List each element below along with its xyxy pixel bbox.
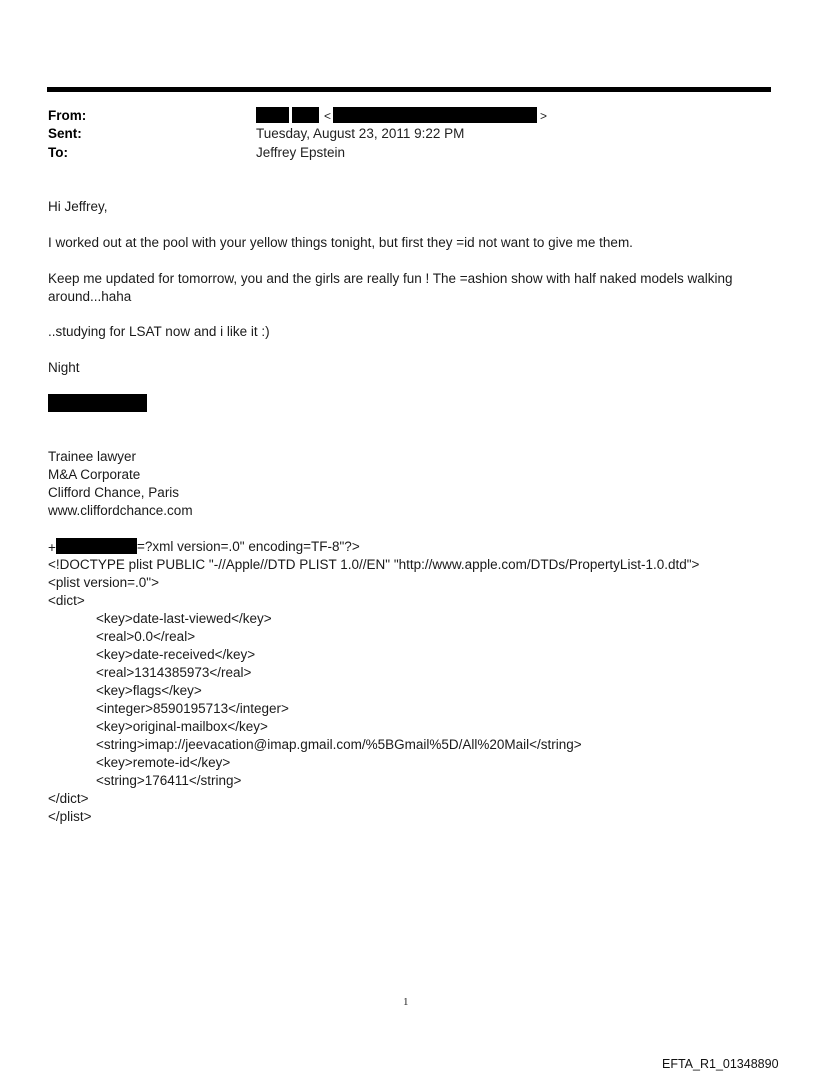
plist-entry: <real>1314385973</real> — [96, 665, 252, 680]
plist-close-tag: </plist> — [48, 809, 92, 824]
body-paragraph-2-line-2: around...haha — [48, 289, 132, 304]
signature-website: www.cliffordchance.com — [48, 503, 193, 518]
header-rule — [47, 87, 771, 92]
body-paragraph-2-line-1: Keep me updated for tomorrow, you and the girls are really fun ! The =ashion show with half naked models walking — [48, 271, 733, 286]
redacted-sender-last-name — [292, 107, 319, 123]
plist-entry: <key>date-received</key> — [96, 647, 256, 662]
plist-dict-open: <dict> — [48, 593, 85, 608]
from-label: From: — [48, 108, 87, 123]
plist-entry: <key>remote-id</key> — [96, 755, 231, 770]
from-angle-open: < — [324, 109, 332, 123]
greeting: Hi Jeffrey, — [48, 199, 108, 214]
redacted-sender-email — [333, 107, 537, 123]
from-angle-close: > — [540, 109, 548, 123]
plist-entry: <string>imap://jeevacation@imap.gmail.com/%5BGmail%5D/All%20Mail</string> — [96, 737, 582, 752]
page-number: 1 — [403, 996, 409, 1008]
plist-entry: <real>0.0</real> — [96, 629, 196, 644]
plist-dict-close: </dict> — [48, 791, 89, 806]
signoff: Night — [48, 360, 80, 375]
to-value: Jeffrey Epstein — [256, 145, 346, 160]
plist-entry: <string>176411</string> — [96, 773, 242, 788]
signature-department: M&A Corporate — [48, 467, 141, 482]
bates-number: EFTA_R1_01348890 — [662, 1057, 779, 1071]
redacted-sender-first-name — [256, 107, 289, 123]
plist-open-tag: <plist version=.0"> — [48, 575, 159, 590]
plist-doctype: <!DOCTYPE plist PUBLIC "-//Apple//DTD PLIST 1.0//EN" "http://www.apple.com/DTDs/PropertyList-1.0.dtd"> — [48, 557, 700, 572]
plist-plus: + — [48, 540, 56, 555]
body-paragraph-3: ..studying for LSAT now and i like it :) — [48, 324, 270, 339]
plist-entry: <key>original-mailbox</key> — [96, 719, 268, 734]
plist-xml-declaration: =?xml version=.0" encoding=TF-8"?> — [137, 539, 360, 554]
sent-value: Tuesday, August 23, 2011 9:22 PM — [256, 126, 465, 141]
body-paragraph-1: I worked out at the pool with your yellow things tonight, but first they =id not want to give me them. — [48, 235, 633, 250]
plist-entry: <key>flags</key> — [96, 683, 202, 698]
plist-entry: <key>date-last-viewed</key> — [96, 611, 272, 626]
signature-title: Trainee lawyer — [48, 449, 137, 464]
to-label: To: — [48, 145, 68, 160]
redacted-signature-name — [48, 394, 147, 412]
plist-entry: <integer>8590195713</integer> — [96, 701, 289, 716]
redacted-plist-prefix — [56, 538, 137, 554]
sent-label: Sent: — [48, 126, 82, 141]
signature-firm: Clifford Chance, Paris — [48, 485, 180, 500]
